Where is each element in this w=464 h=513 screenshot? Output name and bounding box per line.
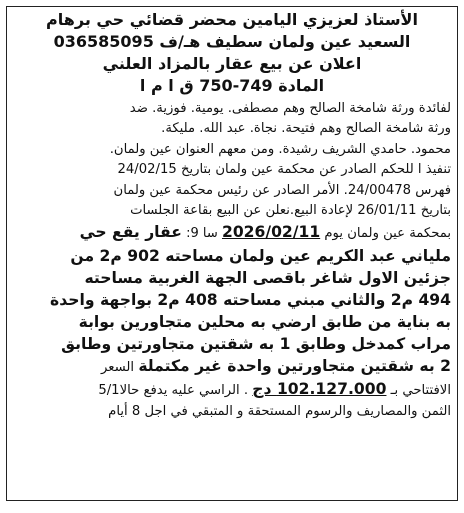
body-line: تنفيذ ا للحكم الصادر عن محكمة عين ولمان بتاريخ 24/02/15 xyxy=(117,162,451,178)
sale-time: سا 9: xyxy=(186,226,218,242)
legal-notice xyxy=(6,6,458,501)
property-line: ملياني عبد الكريم عين ولمان مساحته 902 م2 من xyxy=(70,246,451,265)
price-label: السعر xyxy=(101,359,135,375)
notice-body xyxy=(7,97,457,422)
bailiff-address-phone: السعيد عين ولمان سطيف هـ/ف 036585095 xyxy=(53,32,411,51)
property-line: جزئين الاول شاغر باقصى الجهة الغربية مساحته xyxy=(84,268,451,287)
body-text: بمحكمة عين ولمان يوم xyxy=(324,226,451,242)
body-line: ورثة شامخة الصالح وهم فتيحة. نجاة. عبد الله. مليكة. xyxy=(161,121,451,137)
opening-price: 102.127.000 دج xyxy=(252,380,387,399)
property-text: 2 به شقتين متجاورتين واحدة غير مكتملة xyxy=(138,356,451,375)
price-prefix: الافتتاحي بـ xyxy=(390,383,451,399)
body-line-sale-date xyxy=(13,221,451,244)
property-line: مراب كمدخل وطابق 1 به شقتين متجاورتين وطابق xyxy=(61,334,451,353)
body-line: الثمن والمصاريف والرسوم المستحقة و المتبقي في اجل 8 أيام xyxy=(108,403,451,419)
property-line-price-label xyxy=(13,355,451,378)
sale-date: 2026/02/11 xyxy=(221,223,321,242)
body-line: بتاريخ 26/01/11 لإعادة البيع.نعلن عن البيع بقاعة الجلسات xyxy=(130,203,451,219)
notice-header xyxy=(7,7,457,97)
body-line: محمود. حامدي الشريف رشيدة. ومن معهم العنوان عين ولمان. xyxy=(109,141,451,157)
price-line xyxy=(13,378,451,401)
legal-article: المادة 749-750 ق ا م ا xyxy=(139,76,325,95)
property-line: به بناية من طابق ارضي به محلين متجاورين بوابة xyxy=(78,312,451,331)
bailiff-name: الأستاذ لعزيزي اليامين محضر قضائي حي برهام xyxy=(46,10,418,29)
body-line: لفائدة ورثة شامخة الصالح وهم مصطفى. يومية. فوزية. ضد xyxy=(129,101,451,116)
body-line: فهرس 24/00478. الأمر الصادر عن رئيس محكمة عين ولمان xyxy=(113,182,451,198)
property-line: 494 م2 والثاني مبني مساحته 408 م2 بواجهة واحدة xyxy=(50,290,451,309)
property-intro: عقار يقع حي xyxy=(79,223,182,242)
notice-title: اعلان عن بيع عقار بالمزاد العلني xyxy=(102,54,362,73)
payment-terms: . الراسي عليه يدفع حالا5/1 xyxy=(98,383,249,399)
